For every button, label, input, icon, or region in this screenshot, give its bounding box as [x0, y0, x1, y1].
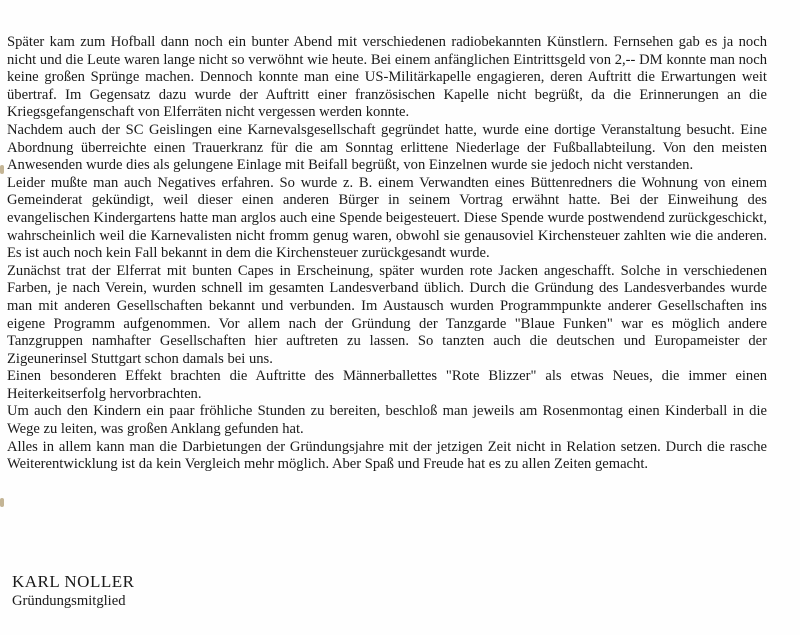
author-role: Gründungsmitglied [12, 593, 126, 609]
paragraph-elferrat: Zunächst trat der Elferrat mit bunten Capes in Erscheinung, später wurden rote Jacken angeschafft. Solche in verschiedenen Farben, je nach Verein, wurden schnell im gesamten Landesverband üblich. Durch die Gründung des Landesverbandes wurde man mit anderen Gesellschaften bekannt und verbunden. Im Austausch wurden Programmpunkte anderer Gesellschaften ins eigene Programm aufgenommen. Vor allem nach der Gründung der Tanzgarde "Blaue Funken" war es möglich andere Tanzgruppen namhafter Gesellschaften hier auftreten zu lassen. So tanzten auch die deutschen und Europameister der Zigeunerinsel Stuttgart schon damals bei uns. [7, 262, 767, 367]
body-text [7, 34, 767, 474]
author-name: KARL NOLLER [12, 572, 135, 591]
paragraph-conclusion: Alles in allem kann man die Darbietungen der Gründungsjahre mit der jetzigen Zeit nicht in Relation setzen. Durch die rasche Weiterentwicklung ist da kein Vergleich mehr möglich. Aber Spaß und Freude hat es zu allen Zeiten gemacht. [7, 438, 767, 473]
margin-mark [0, 165, 4, 174]
paragraph-maennerballett: Einen besonderen Effekt brachten die Auftritte des Männerballettes "Rote Blizzer" als etwas Neues, die immer einen Heiterkeitserfolg hervorbrachten. [7, 368, 767, 402]
paragraph-geislingen: Nachdem auch der SC Geislingen eine Karnevalsgesellschaft gegründet hatte, wurde eine dortige Veranstaltung besucht. Eine Abordnung überreichte einen Trauerkranz für die am Sonntag erlittene Niederlage der Fußballabteilung. Von den meisten Anwesenden wurde dies als gelungene Einlage mit Beifall begrüßt, von Einzelnen wurde sie jedoch nicht verstanden. [7, 121, 767, 174]
signature-block [12, 572, 134, 610]
paragraph-negatives: Leider mußte man auch Negatives erfahren. So wurde z. B. einem Verwandten eines Büttenredners die Wohnung von einem Gemeinderat gekündigt, weil dieser einen anderen Bürger in seinem Vortrag erwähnt hatte. Bei der Einweihung des evangelischen Kindergartens hatte man arglos auch eine Spende beigesteuert. Diese Spende wurde postwendend zurückgeschickt, wahrscheinlich weil die Karnevalisten nicht fromm genug waren, obwohl sie genausoviel Kirchensteuer zahlten wie die anderen. Es ist auch noch kein Fall bekannt in dem die Kirchensteuer zurückgesandt wurde. [7, 174, 767, 262]
margin-mark [0, 498, 4, 507]
paragraph-kinderball: Um auch den Kindern ein paar fröhliche Stunden zu bereiten, beschloß man jeweils am Rosenmontag einen Kinderball in die Wege zu leiten, was großen Anklang gefunden hat. [7, 403, 767, 438]
paragraph-hofball: Später kam zum Hofball dann noch ein bunter Abend mit verschiedenen radiobekannten Künstlern. Fernsehen gab es ja noch nicht und die Leute waren lange nicht so verwöhnt wie heute. Bei einem anfänglichen Eintrittsgeld von 2,-- DM konnte man noch keine großen Sprünge machen. Dennoch konnte man eine US-Militärkapelle engagieren, deren Auftritt die Erwartungen weit übertraf. Im Gegensatz dazu wurde der Auftritt einer französischen Kapelle nicht begrüßt, da die Erinnerungen an die Kriegsgefangenschaft von Elferräten nicht vergessen werden konnte. [7, 34, 767, 121]
